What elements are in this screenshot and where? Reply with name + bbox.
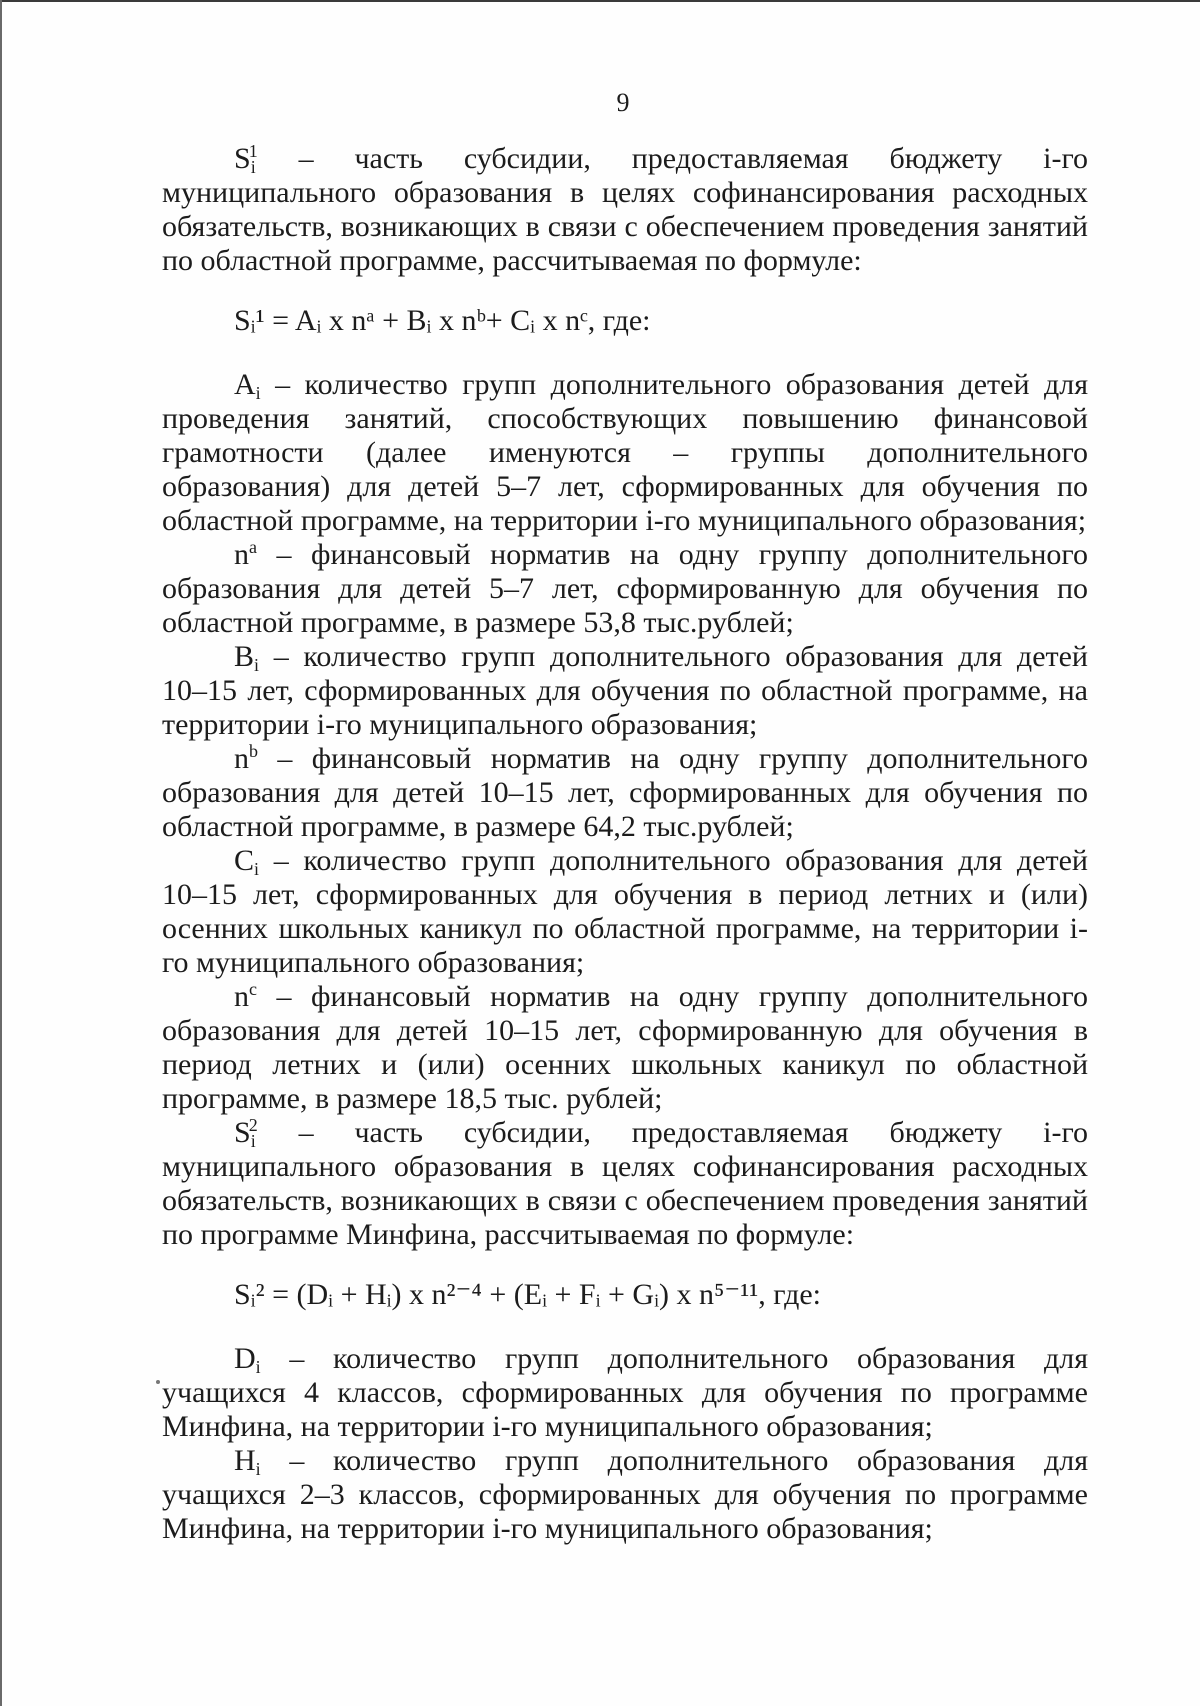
scan-edge-top — [0, 0, 1200, 2]
scan-edge-left — [0, 0, 2, 1706]
paragraph-nb-definition: $n^b$ – финансовый норматив на одну группу дополнительного образования для детей 10–15 лет, сформированных для обучения по областной программе, в размере 64,2 тыс.рублей; — [162, 741, 1088, 843]
paragraph-ci-definition: $C_i$ – количество групп дополнительного образования для детей 10–15 лет, сформированных для обучения в период летних и (или) осенних школьных каникул по областной программе, на территории i-го муниципального образования; — [162, 844, 1088, 979]
paragraph-di-definition: $D_i$ – количество групп дополнительного образования для учащихся 4 классов, сформированных для обучения по программе Минфина, на территории i-го муниципального образования; — [162, 1342, 1088, 1443]
formula-s2: Sᵢ² = (Dᵢ + Hᵢ) x n²⁻⁴ + (Eᵢ + Fᵢ + Gᵢ) x n⁵⁻¹¹, где: — [234, 1278, 821, 1311]
paragraph-s2-definition: $S_i^2$ – часть субсидии, предоставляемая бюджету i-го муниципального образования в целях софинансирования расходных обязательств, возникающих в связи с обеспечением проведения занятий по программе Минфина, рассчитываемая по формуле: — [162, 1115, 1088, 1251]
paragraph-ai-definition: $A_i$ – количество групп дополнительного образования детей для проведения занятий, способствующих повышению финансовой грамотности (далее именуются – группы дополнительного образования) для детей 5–7 лет, сформированных для обучения по областной программе, на территории i-го муниципального образования; — [162, 368, 1088, 537]
document-body — [162, 142, 1088, 1546]
scan-speck — [156, 1380, 160, 1384]
paragraph-bi-definition: $B_i$ – количество групп дополнительного образования для детей 10–15 лет, сформированных для обучения по областной программе, на территории i-го муниципального образования; — [162, 640, 1088, 741]
page-number: 9 — [616, 88, 630, 117]
paragraph-s1-definition: $S_i^1$ – часть субсидии, предоставляемая бюджету i-го муниципального образования в целях софинансирования расходных обязательств, возникающих в связи с обеспечением проведения занятий по областной программе, рассчитываемая по формуле: — [162, 141, 1088, 277]
paragraph-nc-definition: $n^c$ – финансовый норматив на одну группу дополнительного образования для детей 10–15 лет, сформированную для обучения в период летних и (или) осенних школьных каникул по областной программе, в размере 18,5 тыс. рублей; — [162, 979, 1088, 1115]
paragraph-na-definition: $n^a$ – финансовый норматив на одну группу дополнительного образования для детей 5–7 лет, сформированную для обучения по областной программе, в размере 53,8 тыс.рублей; — [162, 537, 1088, 639]
paragraph-hi-definition: $H_i$ – количество групп дополнительного образования для учащихся 2–3 классов, сформированных для обучения по программе Минфина, на территории i-го муниципального образования; — [162, 1444, 1088, 1545]
formula-s1: Sᵢ¹ = Aᵢ x nᵃ + Bᵢ x nᵇ+ Cᵢ x nᶜ, где: — [234, 304, 651, 337]
